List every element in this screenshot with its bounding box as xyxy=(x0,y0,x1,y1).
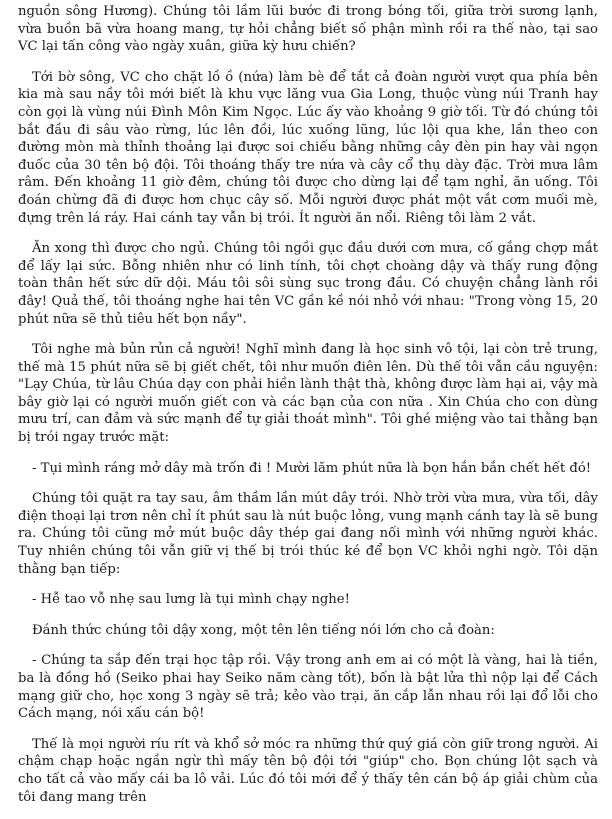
paragraph-3: Ăn xong thì được cho ngủ. Chúng tôi ngồi gục đầu dưới cơn mưa, cố gắng chợp mắt để lấy lại sức. Bỗng nhiên như có linh tính, tôi chợt choàng dậy và thấy rung động toàn thân hết sức dữ dội. Máu tôi sôi sùng sục trong đầu. Có chuyện chẳng lành rồi đây! Quả thế, tôi thoáng nghe hai tên VC gần kề nói nhỏ với nhau: "Trong vòng 15, 20 phút nữa sẽ thủ tiêu hết bọn nầy". xyxy=(18,241,598,327)
dialogue-line-1: - Tụi mình ráng mở dây mà trốn đi ! Mười lăm phút nữa là bọn hắn bắn chết hết đó! xyxy=(32,460,592,476)
dialogue-line-2: - Hễ tao vỗ nhẹ sau lưng là tụi mình chạy nghe! xyxy=(32,592,350,608)
paragraph-2: Tới bờ sông, VC cho chặt lồ ồ (nứa) làm bè để tắt cả đoàn người vượt qua phía bên kia mà sau nầy tôi mới biết là khu vực lăng vua Gia Long, thuộc vùng núi Tranh hay còn gọi là vùng núi Đình Môn Kim Ngọc. Lúc ấy vào khoảng 9 giờ tối. Từ đó chúng tôi bắt đầu đi sâu vào rừng, lúc lên đồi, lúc xuống lũng, lúc lội qua khe, lần theo con đường mòn mà thỉnh thoảng lại được soi chiếu bằng những cây đèn pin hay vài ngọn đuốc của 30 tên bộ đội. Tôi thoáng thấy tre nứa và cây cổ thụ dày đặc. Trời mưa lâm râm. Đến khoảng 11 giờ đêm, chúng tôi được cho dừng lại để tạm nghỉ, ăn uống. Tôi đoán chừng đã đi được hơn chục cây số. Mỗi người được phát một vắt cơm muối mè, đựng trên lá ráy. Hai cánh tay vẫn bị trói. Ít người ăn nổi. Riêng tôi làm 2 vắt. xyxy=(18,69,598,226)
dialogue-line-3: - Chúng ta sắp đến trại học tập rồi. Vậy trong anh em ai có một là vàng, hai là tiền, ba là đồng hồ (Seiko phai hay Seiko năm càng tốt), bốn là bật lửa thì nộp lại để Cách mạng giữ cho, học xong 3 ngày sẽ trả; kẻo vào trại, ăn cắp lẫn nhau rồi lại đổ lỗi cho Cách mạng, nói xấu cán bộ! xyxy=(18,653,598,722)
paragraph-7: Thế là mọi người ríu rít và khổ sở móc ra những thứ quý giá còn giữ trong người. Ai chậm chạp hoặc ngần ngừ thì mấy tên bộ đội tới "giúp" cho. Bọn chúng lột sạch và cho tất cả vào mấy cái ba lô vải. Lúc đó tôi mới để ý thấy tên cán bộ áp giải chùm của tôi đang mang trên xyxy=(18,736,598,805)
paragraph-5: Chúng tôi quặt ra tay sau, âm thầm lần mút dây trói. Nhờ trời vừa mưa, vừa tối, dây điện thoại lại trơn nên chỉ ít phút sau là nút buộc lỏng, vung mạnh cánh tay là sẽ bung ra. Chúng tôi cũng mở mút buộc dây thép gai đang nối mình với những người khác. Tuy nhiên chúng tôi vẫn giữ vị thế bị trói thúc ké để bọn VC khỏi nghi ngờ. Tôi dặn thằng bạn tiếp: xyxy=(18,491,598,577)
document-body xyxy=(18,3,598,819)
paragraph-6: Đánh thức chúng tôi dậy xong, một tên lên tiếng nói lớn cho cả đoàn: xyxy=(32,622,495,638)
paragraph-4: Tôi nghe mà bủn rủn cả người! Nghĩ mình đang là học sinh vô tội, lại còn trẻ trung, thế mà 15 phút nữa sẽ bị giết chết, tôi như muốn điên lên. Dù thế tôi vẫn cầu nguyện: "Lạy Chúa, từ lâu Chúa dạy con phải hiền lành thật thà, không được làm hại ai, vậy mà bây giờ lại có người muốn giết con và các bạn của con nữa . Xin Chúa cho con dùng mưu trí, can đảm và sức mạnh để tự giải thoát mình". Tôi ghé miệng vào tai thằng bạn bị trói ngay trước mặt: xyxy=(18,342,598,446)
paragraph-1: nguồn sông Hương). Chúng tôi lầm lũi bước đi trong bóng tối, giữa trời sương lạnh, vừa buồn bã vừa hoang mang, tự hỏi chẳng biết số phận mình rồi ra thế nào, tại sao VC lại tấn công vào ngày xuân, giữa kỳ hưu chiến? xyxy=(18,4,598,55)
